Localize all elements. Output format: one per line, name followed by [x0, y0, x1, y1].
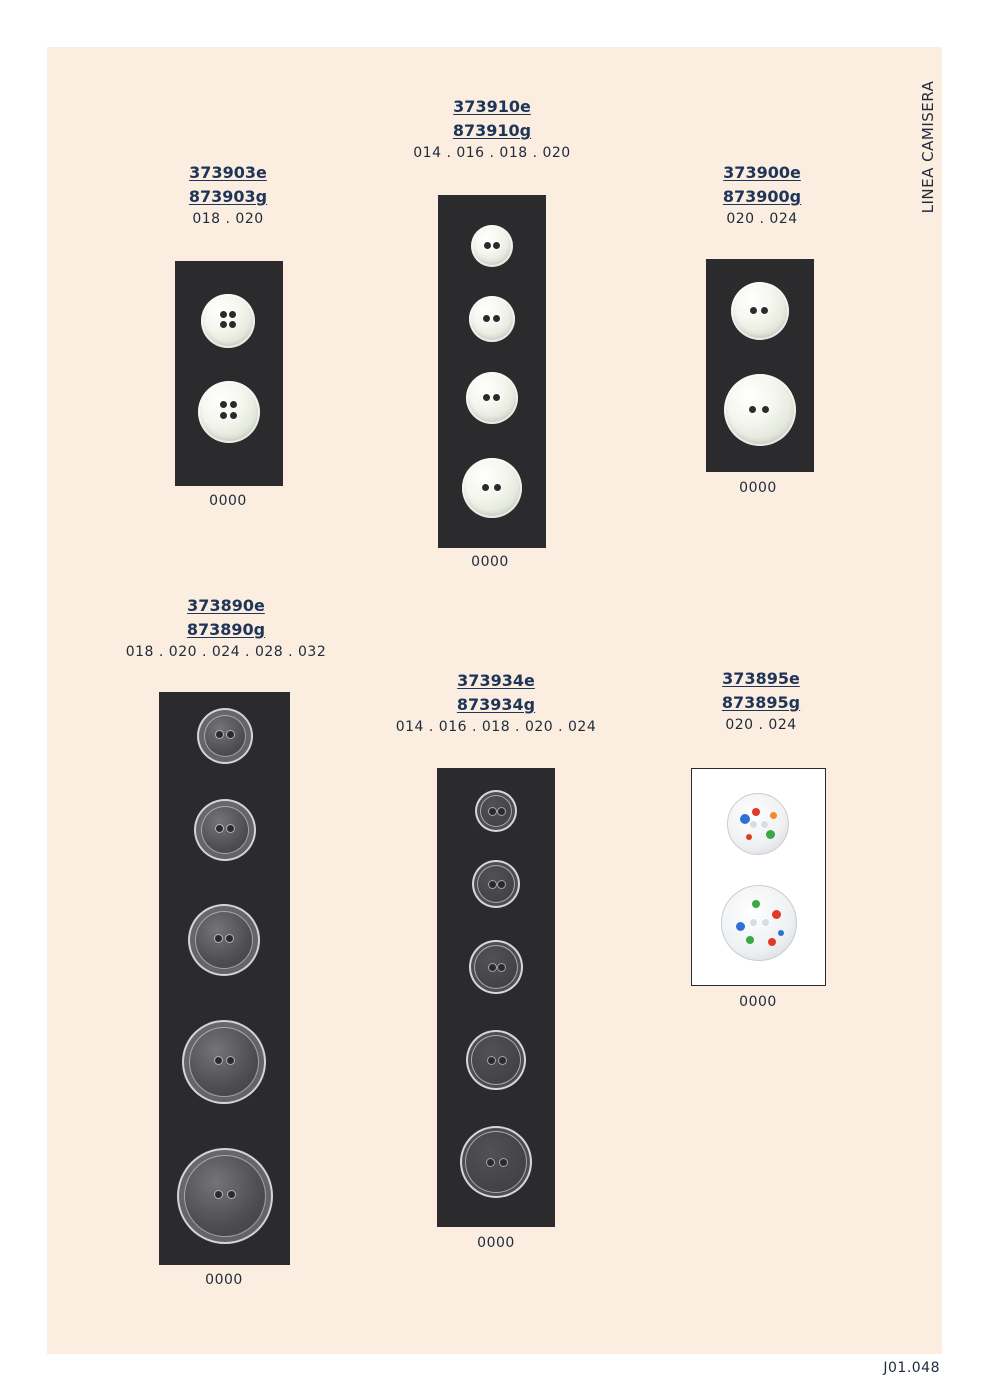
button-card [159, 692, 290, 1265]
color-code: 0000 [471, 554, 509, 570]
button-rimmed-2hole [472, 860, 520, 908]
button-clear-2hole [194, 799, 256, 861]
button-clear-2hole [188, 904, 260, 976]
product-sizes: 014 . 016 . 018 . 020 . 024 [395, 719, 597, 735]
product-sizes: 018 . 020 . 024 . 028 . 032 [125, 644, 327, 660]
button-rimmed-2hole [469, 940, 523, 994]
button-clear-2hole [197, 708, 253, 764]
product-code-g[interactable]: 873900g [722, 187, 802, 206]
product-code-e[interactable]: 373900e [723, 163, 801, 182]
button-confetti-2hole-large [721, 885, 797, 961]
product-code-e[interactable]: 373910e [453, 97, 531, 116]
color-code: 0000 [739, 994, 777, 1010]
product-code-g[interactable]: 873895g [721, 693, 801, 712]
button-card-white [691, 768, 826, 986]
button-2hole [469, 296, 515, 342]
product-code-g[interactable]: 873910g [452, 121, 532, 140]
product-sizes: 014 . 016 . 018 . 020 [413, 145, 571, 161]
color-code: 0000 [739, 480, 777, 496]
button-card [175, 261, 283, 486]
button-2hole [471, 225, 513, 267]
button-4hole-small [201, 294, 255, 348]
button-flower-2hole [462, 458, 522, 518]
button-clear-2hole-large [177, 1148, 273, 1244]
product-sizes: 018 . 020 [192, 211, 264, 227]
button-rimmed-2hole-large [460, 1126, 532, 1198]
product-code-g[interactable]: 873903g [188, 187, 268, 206]
button-flower-2hole [466, 372, 518, 424]
button-card [706, 259, 814, 472]
product-code-e[interactable]: 373903e [189, 163, 267, 182]
button-confetti-2hole [727, 793, 789, 855]
side-label [913, 76, 943, 218]
button-card [438, 195, 546, 548]
product-code-e[interactable]: 373890e [187, 596, 265, 615]
color-code: 0000 [477, 1235, 515, 1251]
product-code-e[interactable]: 373934e [457, 671, 535, 690]
product-sizes: 020 . 024 [725, 717, 797, 733]
button-clear-2hole [182, 1020, 266, 1104]
product-code-g[interactable]: 873890g [186, 620, 266, 639]
color-code: 0000 [205, 1272, 243, 1288]
button-4hole-large [198, 381, 260, 443]
color-code: 0000 [209, 493, 247, 509]
button-2hole-large [724, 374, 796, 446]
side-label-text: LINEA CAMISERA [919, 80, 937, 214]
product-code-e[interactable]: 373895e [722, 669, 800, 688]
product-sizes: 020 . 024 [726, 211, 798, 227]
button-card [437, 768, 555, 1227]
button-rimmed-2hole [466, 1030, 526, 1090]
page-code: J01.048 [883, 1360, 940, 1376]
product-code-g[interactable]: 873934g [456, 695, 536, 714]
button-2hole [731, 282, 789, 340]
button-rimmed-2hole [475, 790, 517, 832]
